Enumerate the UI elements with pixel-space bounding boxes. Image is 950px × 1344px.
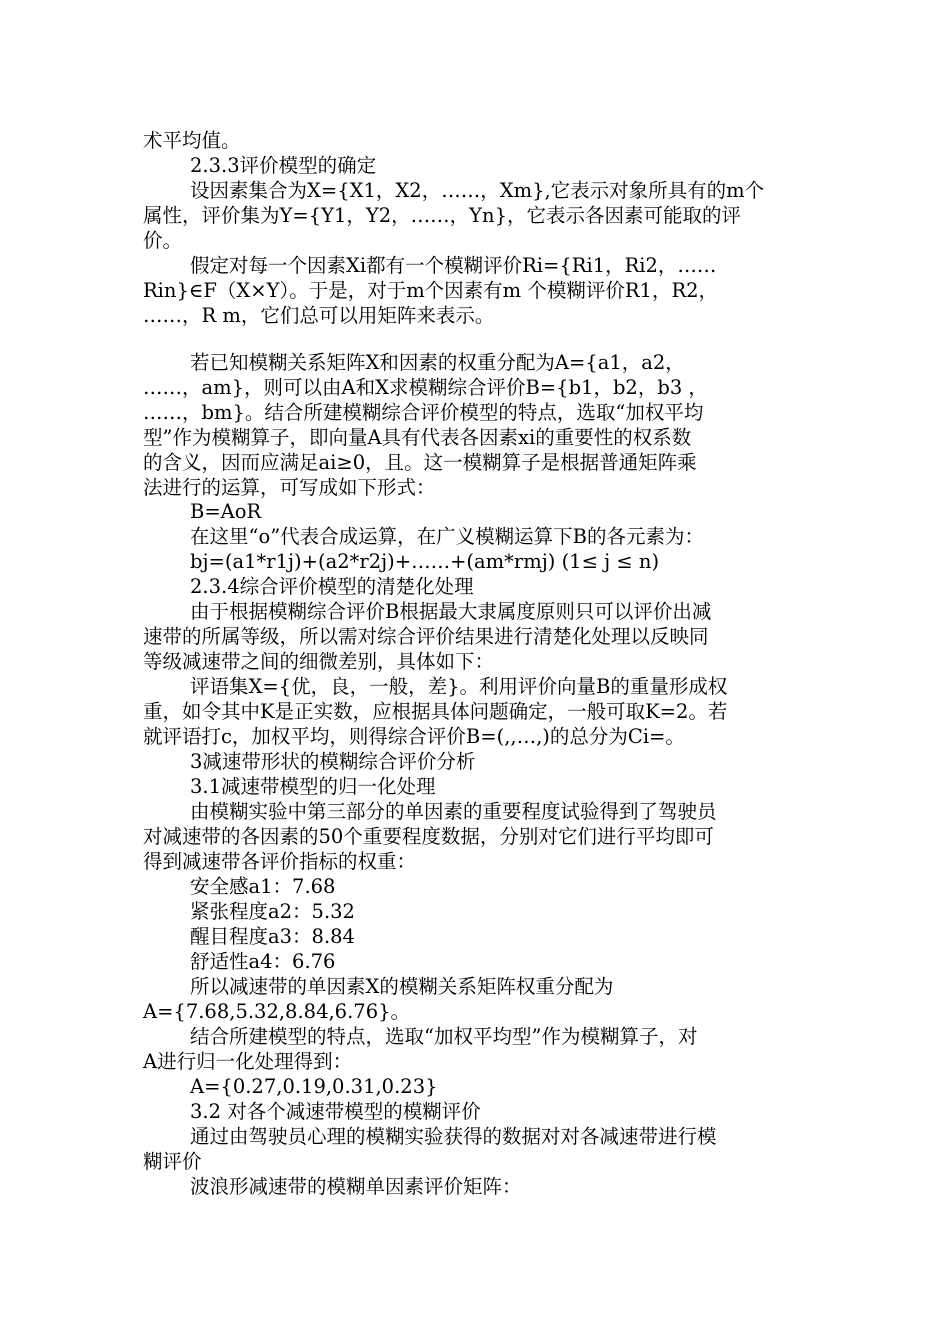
text-line: 的含义，因而应满足ai≥0，且。这一模糊算子是根据普通矩阵乘 xyxy=(143,451,697,474)
text-line: 由模糊实验中第三部分的单因素的重要程度试验得到了驾驶员 xyxy=(190,800,717,823)
text-line: ……，am}，则可以由A和X求模糊综合评价B={b1，b2，b3 ， xyxy=(143,376,708,399)
section-heading: 3减速带形状的模糊综合评价分析 xyxy=(190,750,476,773)
section-heading: 3.2 对各个减速带模型的模糊评价 xyxy=(190,1100,481,1123)
text-line: 若已知模糊关系矩阵X和因素的权重分配为A={a1，a2， xyxy=(190,351,685,374)
text-line: 所以减速带的单因素X的模糊关系矩阵权重分配为 xyxy=(190,975,614,998)
text-line: 通过由驾驶员心理的模糊实验获得的数据对对各减速带进行模 xyxy=(190,1125,717,1148)
formula-line: B=AoR xyxy=(190,500,262,523)
text-line: 速带的所属等级，所以需对综合评价结果进行清楚化处理以反映同 xyxy=(143,625,709,648)
text-line: A进行归一化处理得到： xyxy=(143,1050,353,1073)
text-line: 糊评价 xyxy=(143,1150,202,1173)
text-line: 等级减速带之间的细微差别，具体如下： xyxy=(143,650,495,673)
text-line: ……，R m，它们总可以用矩阵来表示。 xyxy=(143,304,495,327)
weight-item: 醒目程度a3：8.84 xyxy=(190,925,355,948)
text-line: 就评语打c，加权平均，则得综合评价B=(,,…,)的总分为Ci=。 xyxy=(143,725,685,748)
text-line: 属性，评价集为Y={Y1，Y2，……，Yn}，它表示各因素可能取的评 xyxy=(143,204,742,227)
formula-line: bj=(a1*r1j)+(a2*r2j)+……+(am*rmj) (1≤ j ≤ n) xyxy=(190,550,660,573)
text-line: 价。 xyxy=(143,229,183,252)
formula-line: A={7.68,5.32,8.84,6.76}。 xyxy=(143,1000,411,1023)
text-line: Rin}∈F（X×Y）。于是，对于m个因素有m 个模糊评价R1，R2， xyxy=(143,279,719,302)
text-line: 结合所建模型的特点，选取“加权平均型”作为模糊算子，对 xyxy=(190,1025,698,1048)
text-line: 对减速带的各因素的50个重要程度数据，分别对它们进行平均即可 xyxy=(143,825,714,848)
text-line: 法进行的运算，可写成如下形式： xyxy=(143,476,436,499)
text-line: 型”作为模糊算子，即向量A具有代表各因素xi的重要性的权系数 xyxy=(143,426,692,449)
section-heading: 2.3.4综合评价模型的清楚化处理 xyxy=(190,575,474,598)
weight-item: 安全感a1：7.68 xyxy=(190,875,336,898)
text-line: 由于根据模糊综合评价B根据最大隶属度原则只可以评价出减 xyxy=(190,600,712,623)
text-line: 术平均值。 xyxy=(143,129,241,152)
text-line: 波浪形减速带的模糊单因素评价矩阵： xyxy=(190,1175,522,1198)
section-heading: 3.1减速带模型的归一化处理 xyxy=(190,775,436,798)
text-line: 得到减速带各评价指标的权重： xyxy=(143,850,417,873)
weight-item: 紧张程度a2：5.32 xyxy=(190,900,355,923)
text-line: 设因素集合为X={X1，X2，……，Xm},它表示对象所具有的m个 xyxy=(190,179,765,202)
weight-item: 舒适性a4：6.76 xyxy=(190,950,336,973)
section-heading: 2.3.3评价模型的确定 xyxy=(190,154,377,177)
text-line: 重，如令其中K是正实数，应根据具体问题确定，一般可取K=2。若 xyxy=(143,700,728,723)
formula-line: A={0.27,0.19,0.31,0.23} xyxy=(190,1075,438,1098)
text-line: ……，bm}。结合所建模糊综合评价模型的特点，选取“加权平均 xyxy=(143,401,704,424)
text-line: 假定对每一个因素Xi都有一个模糊评价Ri={Ri1，Ri2，…… xyxy=(190,254,717,277)
text-line: 在这里“o”代表合成运算，在广义模糊运算下B的各元素为： xyxy=(190,525,705,548)
text-line: 评语集X={优，良，一般，差}。利用评价向量B的重量形成权 xyxy=(190,675,728,698)
